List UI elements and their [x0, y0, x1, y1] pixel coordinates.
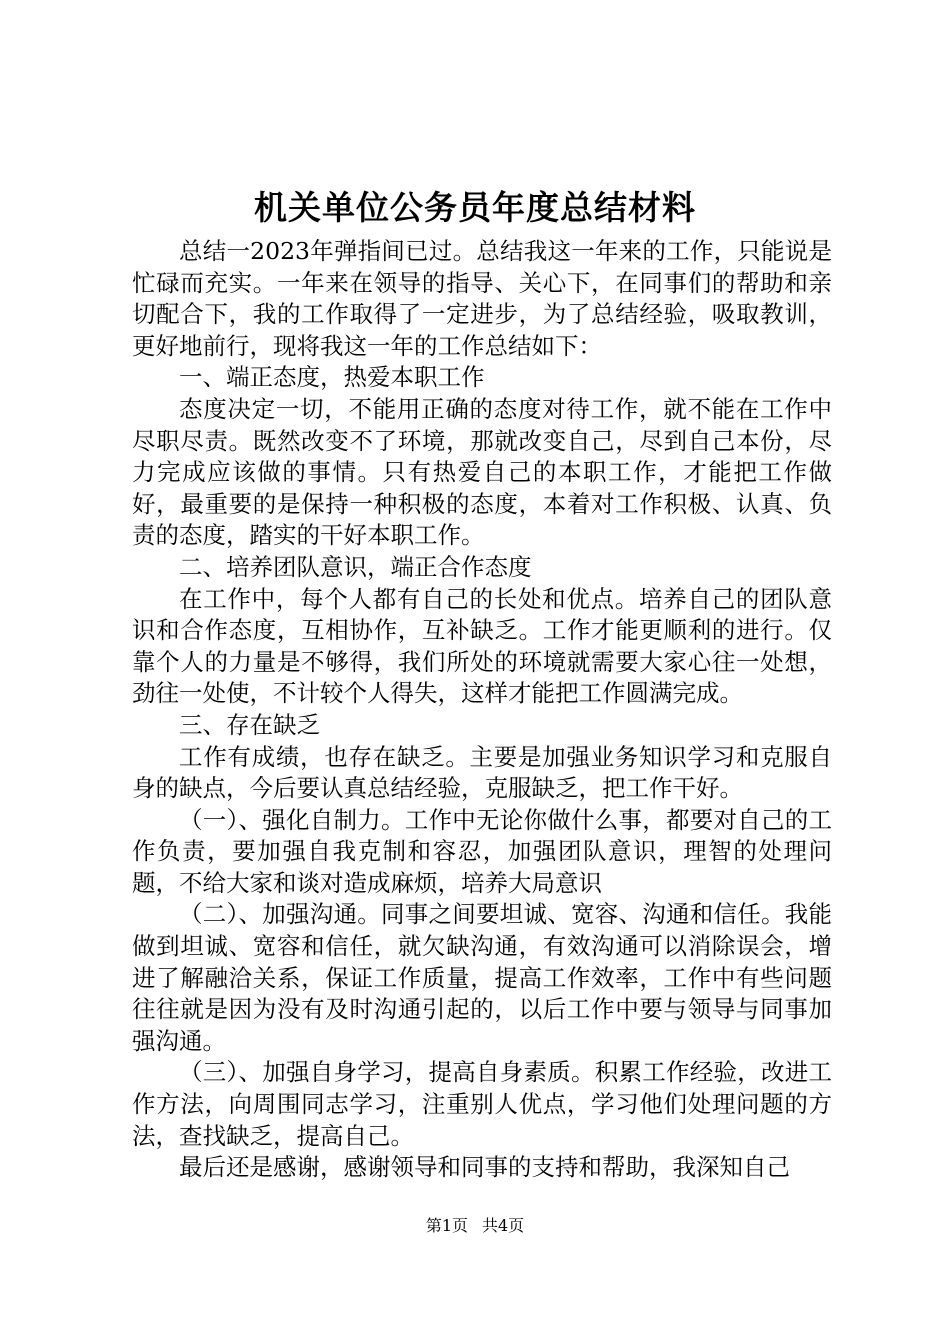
- paragraph: 在工作中，每个人都有自己的长处和优点。培养自己的团队意识和合作态度，互相协作，互补缺乏。工作才能更顺利的进行。仅靠个人的力量是不够得，我们所处的环境就需要大家心往一处想，劲往一处使，不计较个人得失，这样才能把工作圆满完成。: [132, 584, 832, 708]
- paragraph-subitem-1: （一）、强化自制力。工作中无论你做什么事，都要对自己的工作负责，要加强自我克制和容忍，加强团队意识，理智的处理问题，不给大家和谈对造成麻烦，培养大局意识: [132, 805, 832, 897]
- paragraph-subitem-3: （三）、加强自身学习，提高自身素质。积累工作经验，改进工作方法，向周围同志学习，注重别人优点，学习他们处理问题的方法，查找缺乏，提高自己。: [132, 1058, 832, 1150]
- page-total: 共4页: [482, 1216, 525, 1235]
- section-heading-2: 二、培养团队意识，端正合作态度: [179, 552, 532, 581]
- document-title: 机关单位公务员年度总结材料: [254, 188, 696, 227]
- paragraph-subitem-2: （二）、加强沟通。同事之间要坦诚、宽容、沟通和信任。我能做到坦诚、宽容和信任，就欠缺沟通，有效沟通可以消除误会，增进了解融洽关系，保证工作质量，提高工作效率，工作中有些问题往往就是因为没有及时沟通引起的，以后工作中要与领导与同事加强沟通。: [132, 900, 832, 1055]
- paragraph: 工作有成绩，也存在缺乏。主要是加强业务知识学习和克服自身的缺点，今后要认真总结经验，克服缺乏，把工作干好。: [132, 742, 832, 803]
- document-body: [132, 236, 832, 1184]
- page-footer: [0, 1214, 950, 1238]
- paragraph-intro: 总结一2023年弹指间已过。总结我这一年来的工作，只能说是忙碌而充实。一年来在领导的指导、关心下，在同事们的帮助和亲切配合下，我的工作取得了一定进步，为了总结经验，吸取教训，更好地前行，现将我这一年的工作总结如下：: [132, 237, 832, 360]
- section-heading-3: 三、存在缺乏: [179, 710, 320, 739]
- paragraph: 态度决定一切，不能用正确的态度对待工作，就不能在工作中尽职尽责。既然改变不了环境，那就改变自己，尽到自己本份，尽力完成应该做的事情。只有热爱自己的本职工作，才能把工作做好，最重要的是保持一种积极的态度，本着对工作积极、认真、负责的态度，踏实的干好本职工作。: [132, 394, 832, 550]
- paragraph-closing: 最后还是感谢，感谢领导和同事的支持和帮助，我深知自己: [179, 1153, 790, 1182]
- page-number: 第1页: [425, 1216, 468, 1235]
- section-heading-1: 一、端正态度，热爱本职工作: [179, 363, 485, 392]
